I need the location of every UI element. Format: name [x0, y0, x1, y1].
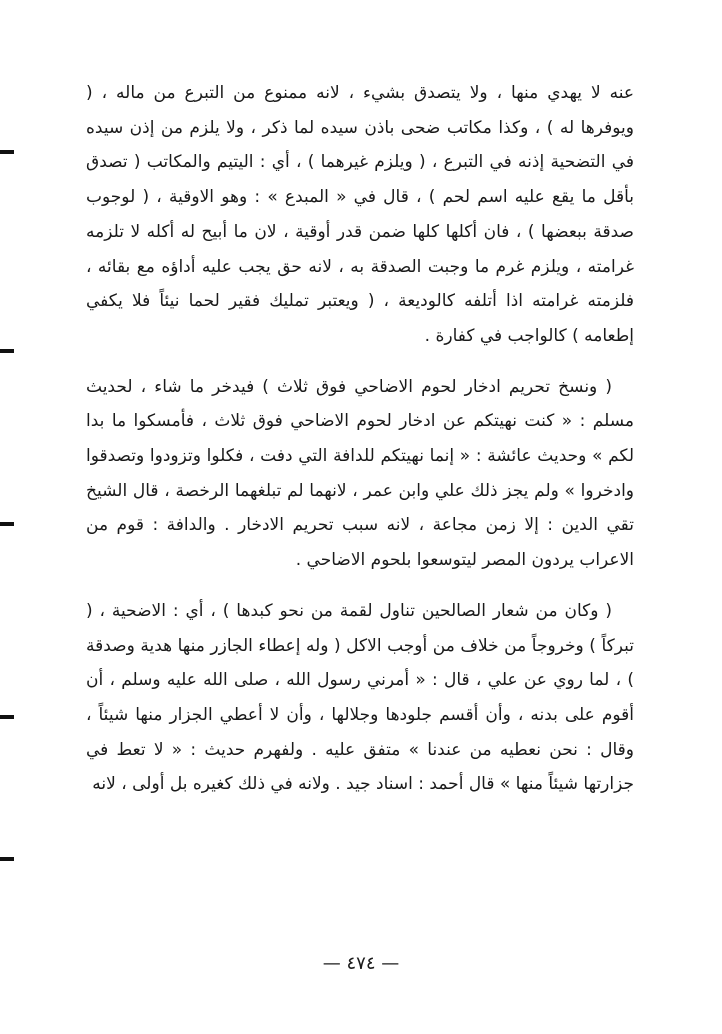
margin-mark [0, 857, 14, 861]
margin-mark [0, 150, 14, 154]
margin-mark [0, 715, 14, 719]
paragraph-3: ( وكان من شعار الصالحين تناول لقمة من نحو كبدها ) ، أي : الاضحية ، ( تبركاً ) وخروجاً من خلاف من أوجب الاكل ( وله إعطاء الجازر منها هدية وصدقة ) ، لما روي عن علي ، قال : « أمرني رسول الله ، صلى الله عليه وسلم ، أن أقوم على بدنه ، وأن أقسم جلودها وجلالها ، وأن لا أعطي الجزار منها شيئاً ، وقال : نحن نعطيه من عندنا » متفق عليه . ولفهرم حديث : « لا تعط في جزارتها شيئاً منها » قال أحمد : اسناد جيد . ولانه في ذلك كغيره بل أولى ، لانه [86, 600, 634, 795]
paragraph-2: ( ونسخ تحريم ادخار لحوم الاضاحي فوق ثلاث ) فيدخر ما شاء ، لحديث مسلم : « كنت نهيتكم عن ادخار لحوم الاضاحي فوق ثلاث ، فأمسكوا ما بدا لكم » وحديث عائشة : « إنما نهيتكم للدافة التي دفت ، فكلوا وتزودوا وتصدقوا وادخروا » ولم يجز ذلك علي وابن عمر ، لانهما لم تبلغهما الرخصة ، قال الشيخ تقي الدين : إلا زمن مجاعة ، لانه سبب تحريم الادخار . والدافة : قوم من الاعراب يردون المصر ليتوسعوا بلحوم الاضاحي . [86, 376, 634, 571]
page-number: — ٤٧٤ — [322, 953, 400, 974]
margin-mark [0, 522, 14, 526]
margin-mark [0, 349, 14, 353]
paragraph-1: عنه لا يهدي منها ، ولا يتصدق بشيء ، لانه ممنوع من التبرع من ماله ، ( ويوفرها له ) ، وكذا مكاتب ضحى باذن سيده لما ذكر ، ولا يلزم من إذن سيده في التضحية إذنه في التبرع ، ( ويلزم غيرهما ) ، أي : اليتيم والمكاتب ( تصدق بأقل ما يقع عليه اسم لحم ) ، قال في « المبدع » : وهو الاوقية ، ( لوجوب صدقة ببعضها ) ، فان أكلها كلها ضمن قدر أوقية ، لان ما أبيح له أكله لا تلزمه غرامته ، ويلزم غرم ما وجبت الصدقة به ، لانه حق يجب عليه أداؤه مع بقائه ، فلزمته غرامته اذا أتلفه كالوديعة ، ( ويعتبر تمليك فقير لحما نيئاً فلا يكفي إطعامه ) كالواجب في كفارة . [86, 83, 634, 346]
body-text [86, 76, 634, 802]
